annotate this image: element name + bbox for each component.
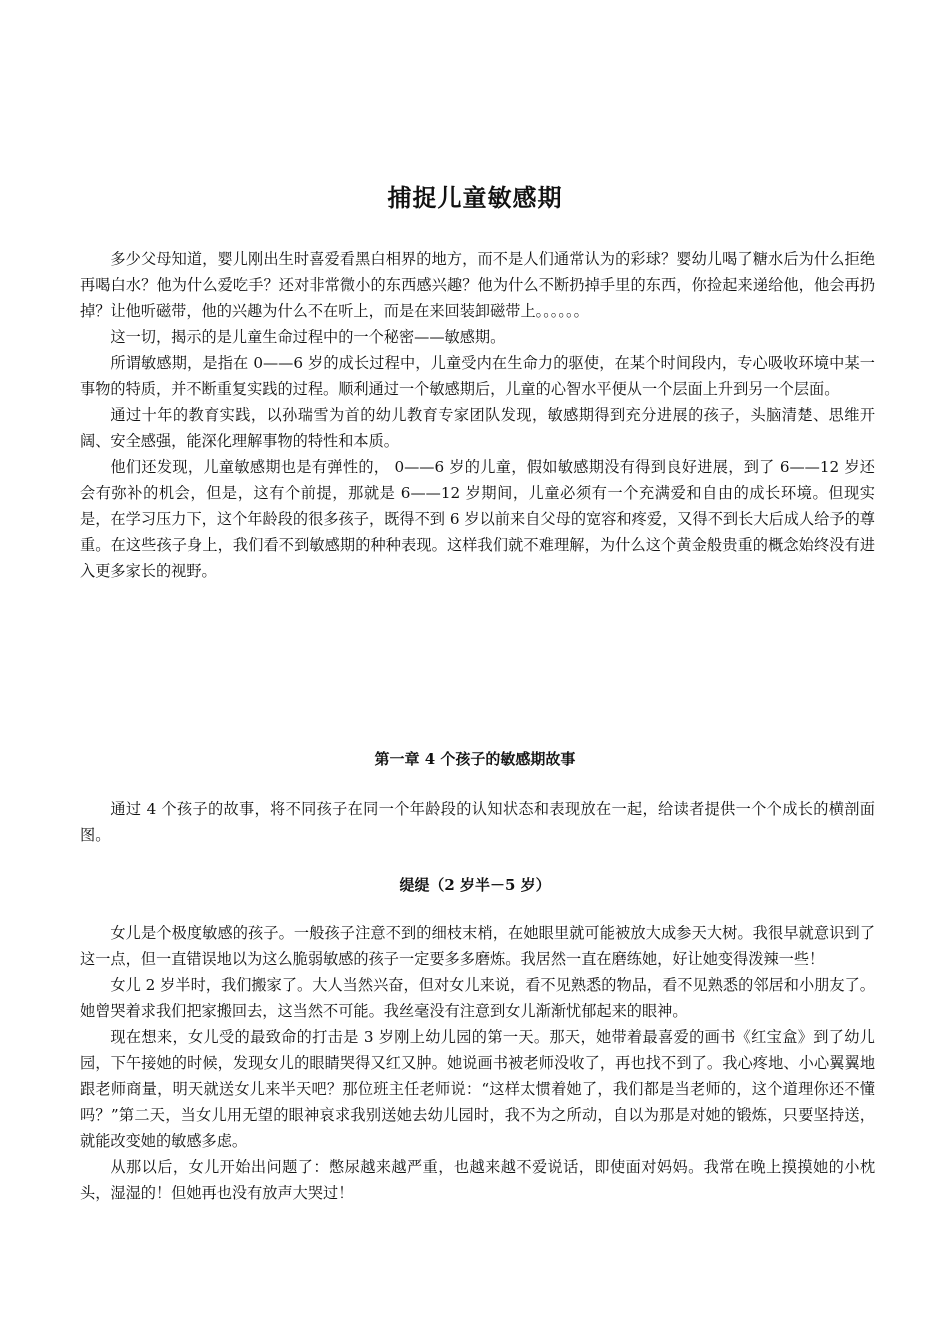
- intro-paragraph: 这一切，揭示的是儿童生命过程中的一个秘密——敏感期。: [110, 328, 506, 346]
- document-title: 捕捉儿童敏感期: [387, 183, 563, 212]
- chapter-intro-paragraph: 通过 4 个孩子的故事，将不同孩子在同一个年龄段的认知状态和表现放在一起，给读者提供一个个成长的横剖面图。: [80, 800, 875, 844]
- chapter-intro-section: [80, 796, 875, 848]
- story-paragraph: 现在想来，女儿受的最致命的打击是 3 岁刚上幼儿园的第一天。那天，她带着最喜爱的画书《红宝盒》到了幼儿园，下午接她的时候，发现女儿的眼睛哭得又红又肿。她说画书被老师没收了，再也找不到了。我心疼地、小心翼翼地跟老师商量，明天就送女儿来半天吧？那位班主任老师说：“这样太惯着她了，我们都是当老师的，这个道理你还不懂吗？”第二天，当女儿用无望的眼神哀求我别送她去幼儿园时，我不为之所动，自以为那是对她的锻炼，只要坚持送，就能改变她的敏感多虑。: [80, 1028, 875, 1150]
- intro-paragraph: 所谓敏感期，是指在 0——6 岁的成长过程中，儿童受内在生命力的驱使，在某个时间段内，专心吸收环境中某一事物的特质，并不断重复实践的过程。顺利通过一个敏感期后，儿童的心智水平便从一个层面上升到另一个层面。: [80, 354, 875, 398]
- intro-section: [80, 246, 875, 584]
- story-paragraph: 女儿 2 岁半时，我们搬家了。大人当然兴奋，但对女儿来说，看不见熟悉的物品，看不见熟悉的邻居和小朋友了。她曾哭着求我们把家搬回去，这当然不可能。我丝毫没有注意到女儿渐渐忧郁起来的眼神。: [80, 976, 875, 1020]
- story-section: [80, 920, 875, 1206]
- story-paragraph: 女儿是个极度敏感的孩子。一般孩子注意不到的细枝末梢，在她眼里就可能被放大成参天大树。我很早就意识到了这一点，但一直错误地以为这么脆弱敏感的孩子一定要多多磨炼。我居然一直在磨练她，好让她变得泼辣一些！: [80, 924, 875, 968]
- intro-paragraph: 通过十年的教育实践，以孙瑞雪为首的幼儿教育专家团队发现，敏感期得到充分进展的孩子，头脑清楚、思维开阔、安全感强，能深化理解事物的特性和本质。: [80, 406, 875, 450]
- section-heading: 缇缇（2 岁半－5 岁）: [399, 876, 551, 894]
- intro-paragraph: 他们还发现，儿童敏感期也是有弹性的， 0——6 岁的儿童，假如敏感期没有得到良好进展，到了 6——12 岁还会有弥补的机会，但是，这有个前提，那就是 6——12 岁期间，儿童必须有一个充满爱和自由的成长环境。但现实是，在学习压力下，这个年龄段的很多孩子，既得不到 6 岁以前来自父母的宽容和疼爱，又得不到长大后成人给予的尊重。在这些孩子身上，我们看不到敏感期的种种表现。这样我们就不难理解，为什么这个黄金般贵重的概念始终没有进入更多家长的视野。: [80, 458, 875, 580]
- story-paragraph: 从那以后，女儿开始出问题了：憋尿越来越严重，也越来越不爱说话，即使面对妈妈。我常在晚上摸摸她的小枕头，湿湿的！但她再也没有放声大哭过！: [80, 1158, 875, 1202]
- chapter-heading: 第一章 4 个孩子的敏感期故事: [374, 750, 576, 768]
- intro-paragraph: 多少父母知道，婴儿刚出生时喜爱看黑白相界的地方，而不是人们通常认为的彩球？婴幼儿喝了糖水后为什么拒绝再喝白水？他为什么爱吃手？还对非常微小的东西感兴趣？他为什么不断扔掉手里的东西，你捡起来递给他，他会再扔掉？让他听磁带，他的兴趣为什么不在听上，而是在来回装卸磁带上。。。。。。: [80, 250, 875, 320]
